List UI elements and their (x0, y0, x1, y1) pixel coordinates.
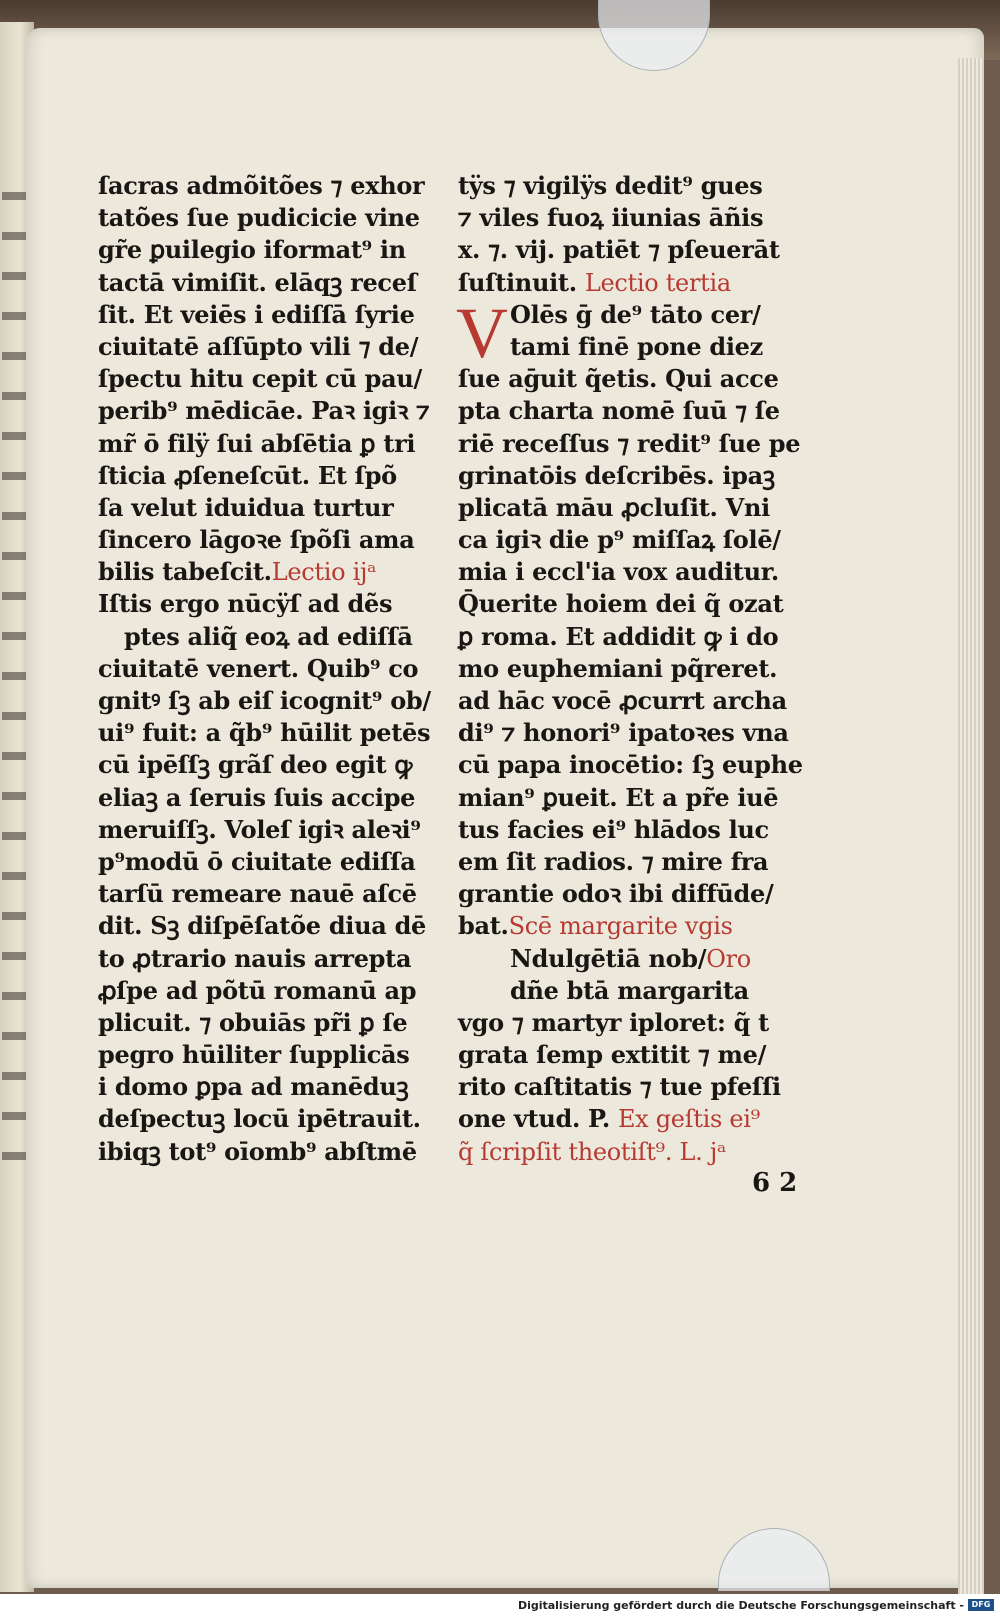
page-stack-edge (958, 58, 984, 1613)
text-line: ⁊ viles fuoꝝ iiunias āñis (458, 203, 764, 233)
text-line: tarſū remeare nauē aſcē (98, 879, 417, 909)
text-line: rito caſtitatis ⁊ tue pfeſſi (458, 1072, 781, 1102)
text-line: ſticia ꝓſeneſcūt. Et ſpõ (98, 460, 397, 490)
text-line: mr̃ ō filÿ ſui abſētia ꝑ tri (98, 428, 416, 458)
text-line: riē receſſus ⁊ redit⁹ ſue pe (458, 428, 801, 458)
text-line: ciuitatē venert. Quib⁹ co (98, 653, 419, 683)
text-line: tatões ſue pudicicie vine (98, 203, 420, 233)
signature-mark: 6 2 (752, 1168, 798, 1198)
text-line: deſpectuꝫ locū ipētrauit. (98, 1104, 421, 1134)
text-line-with-rubric (458, 1103, 818, 1135)
text-line: grantie odoꝛ ibi diffūde/ (458, 879, 774, 909)
text-line-with-rubric (458, 267, 818, 299)
text-line: ptes aliq̃ eoꝝ ad ediſſā (124, 621, 413, 651)
text-fragment: bilis tabeſcit. (98, 557, 272, 587)
text-line: p⁹modū ō ciuitate ediſſa (98, 846, 416, 876)
text-fragment: bat. (458, 911, 509, 941)
text-line: ciuitatē aſſūpto vili ⁊ de/ (98, 331, 419, 361)
text-line: meruiſſꝫ. Voleſ igiꝛ aleꝛi⁹ (98, 814, 421, 844)
rubric-scripsit: q̃ ſcripſit theotiſt⁹. L. jᵃ (458, 1137, 726, 1166)
text-line: mian⁹ ꝑueit. Et a pr̃e iuē (458, 782, 779, 812)
text-line: tÿs ⁊ vigilÿs dedit⁹ gues (458, 171, 763, 200)
text-line: grinatōis deſcribēs. ipaꝫ (458, 460, 775, 490)
text-line: ſit. Et veiēs i ediſſā ſyrie (98, 299, 415, 329)
text-line: to ꝓtrario nauis arrepta (98, 943, 412, 973)
rubric-lectio-tertia: Lectio tertia (584, 268, 731, 297)
text-line: ſincero lāgoꝛe ſpõſi ama (98, 525, 415, 555)
text-line: Olēs ḡ de⁹ tāto cer/ (510, 299, 761, 329)
text-line: i domo ꝑpa ad manēduꝫ (98, 1072, 409, 1102)
text-line: ad hāc vocē ꝓcurrt archa (458, 686, 787, 715)
text-line: cū ipēſſꝫ grãſ deo egit ꝙ (98, 750, 413, 780)
text-line: pta charta nomē ſuū ⁊ ſe (458, 396, 780, 426)
text-line: tami finē pone diez (510, 331, 763, 361)
text-fragment: ſuſtinuit. (458, 267, 577, 297)
text-line: perib⁹ mēdicāe. Paꝛ igiꝛ ⁊ (98, 396, 430, 426)
rubric-lectio-secunda: Lectio ijᵃ (271, 558, 377, 587)
text-line: ſacras admõitões ⁊ exhor (98, 171, 425, 200)
text-line: vgo ⁊ martyr iploret: q̃ t (458, 1007, 769, 1037)
text-line: plicatā māu ꝓcluſit. Vni (458, 492, 770, 522)
text-line: gr̃e ꝑuilegio iformat⁹ in (98, 235, 406, 265)
text-line: mo euphemiani pq̃reret. (458, 653, 778, 683)
rubric-oro: Oro (706, 944, 751, 973)
text-line: ſpectu hitu cepit cū pau/ (98, 364, 423, 394)
text-line: Iſtis ergo nūcÿſ ad dẽs (98, 589, 393, 619)
text-fragment: one vtud. P. (458, 1104, 610, 1134)
text-line: grata ſemp extitit ⁊ me/ (458, 1040, 767, 1070)
text-line: tus facies ei⁹ hlādos luc (458, 814, 769, 844)
text-line: Q̄uerite hoiem dei q̃ ozat (458, 589, 784, 619)
text-fragment: Ndulgētiā nob/ (510, 943, 707, 973)
left-text-column (98, 170, 444, 1168)
text-line: mia i eccl'ia vox auditur. (458, 557, 779, 587)
text-line: tactā vimiſit. elāqꝫ receſ (98, 267, 417, 297)
text-line: di⁹ ⁊ honori⁹ ipatoꝛes vna (458, 718, 789, 748)
text-line-with-rubric (98, 556, 444, 588)
text-line: ſa velut iduidua turtur (98, 492, 394, 522)
text-line-with-rubric (458, 910, 818, 942)
text-line: ca igiꝛ die p⁹ miſſaꝝ ſolē/ (458, 525, 781, 555)
rubric-sancte-margarite: Scē margarite vgis (508, 912, 733, 941)
text-line: pegro hūiliter ſupplicās (98, 1040, 410, 1070)
text-line: ui⁹ fuit: a q̃b⁹ hūilit petēs (98, 718, 431, 748)
text-line: dit. Sꝫ diſpēſatõe diua dē (98, 911, 427, 941)
text-line: cū papa inocētio: ſꝫ euphe (458, 750, 803, 780)
text-line: ꝓſpe ad põtū romanū ap (98, 975, 417, 1005)
text-line: plicuit. ⁊ obuiās pr̃i ꝑ ſe (98, 1007, 408, 1037)
text-line: ibiqꝫ tot⁹ oīomb⁹ abſtmē (98, 1136, 417, 1166)
text-line: gnitꝰ ſꝫ ab eiſ icognit⁹ ob/ (98, 686, 431, 715)
initial-letter: V (456, 293, 508, 373)
text-line: ꝑ roma. Et addidit ꝙ i do (458, 621, 779, 651)
text-line-with-rubric (458, 943, 818, 975)
text-line: eliaꝫ a ſeruis ſuis accipe (98, 782, 416, 812)
dfg-logo: DFG (968, 1599, 994, 1611)
text-line: ſue aḡuit q̃etis. Qui acce (458, 364, 779, 394)
text-line: x. ⁊. vij. patiēt ⁊ pſeuerāt (458, 235, 780, 265)
right-text-column (458, 170, 818, 1168)
text-line: em ſit radios. ⁊ mire fra (458, 846, 769, 876)
text-line: dñe btā margarita (510, 975, 749, 1005)
rubric-ex-gestis: Ex geſtis ei⁹ (617, 1105, 760, 1134)
digitization-credit: Digitalisierung gefördert durch die Deutsche Forschungsgemeinschaft - (517, 1599, 964, 1612)
